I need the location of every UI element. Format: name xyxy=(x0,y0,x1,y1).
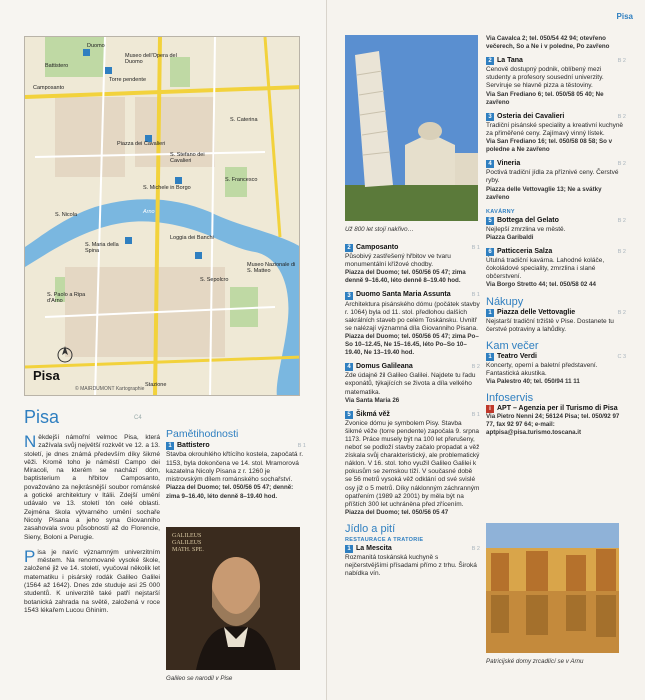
tower-photo-graphic xyxy=(345,35,478,221)
number-badge: 1 xyxy=(486,353,494,361)
entry-info: Piazza del Duomo; tel. 050/56 05 47; zima denně 9–16.40, léto denně 8–19.40 hod. xyxy=(345,269,466,285)
entry-title: Teatro Verdi xyxy=(497,352,537,360)
university-text: isa je navíc významným univerzitním městem. Na renomované vysoké škole, založené již ve 14. století, vyučoval několik let matematiku i pisárský rodák Galileo Galilei (1564 až 1642). Dnes zde studuje asi 25 000 studentů. K univerzitě také patří nejstarší botanická zahrada na světě, založená v roce 1543 lékařem Lucou Ghinim. xyxy=(24,548,160,614)
entry-info: Piazza del Duomo; tel. 050/56 05 47 xyxy=(345,508,449,516)
entry-info: Via Pietro Nenni 24; 56124 Pisa; tel. 050/92 97 77, fax 92 97 64; e-mail: aptpisa@pisa.turismo.toscana.it xyxy=(486,413,620,437)
entry-description: Zde údajně žil Galileo Galilei. Najdete tu řadu exponátů, týkajících se života a díla velkého matematika. xyxy=(345,372,476,396)
entry-title: Camposanto xyxy=(356,244,399,251)
map-label: S. Sepolcro xyxy=(200,277,229,283)
infoservice-heading: Infoservis xyxy=(486,392,534,405)
map-label: S. Caterina xyxy=(230,117,258,123)
entry-description: Cenově dostupný podnik, oblíbený mezi studenty a profesory sousední univerzity. Servíruje se hlavně pizza a těstoviny. xyxy=(486,66,604,90)
map-label: S. Francesco xyxy=(225,177,258,183)
number-badge: 2 xyxy=(345,244,353,252)
galileo-portrait xyxy=(166,527,300,670)
map-label: Piazza dei Cavalieri xyxy=(117,141,166,147)
map-ref: C 3 xyxy=(617,353,626,360)
city-map xyxy=(24,36,300,396)
intro-paragraph xyxy=(24,434,160,542)
map-ref: B 1 xyxy=(297,443,306,449)
map-label: S. Michele in Borgo xyxy=(143,185,191,191)
entry-description: Koncerty, operní a baletní představení. Fantastická akustika. xyxy=(486,361,598,377)
vineria-entry xyxy=(486,160,626,201)
entry-description: Nejlepší zmrzlina ve městě. xyxy=(486,225,566,233)
map-label: Museo Nazionale di S. Matteo xyxy=(247,262,296,274)
domus-entry xyxy=(345,363,480,404)
entry-title: Patticceria Salza xyxy=(497,248,553,256)
sights-column-right xyxy=(345,244,480,584)
cafe-subheading: KAVÁRNY xyxy=(486,208,515,215)
mescita-entry xyxy=(345,545,480,578)
number-badge: 4 xyxy=(486,160,494,168)
info-icon: i xyxy=(486,405,494,413)
number-badge: 1 xyxy=(345,545,353,553)
map-label: Battistero xyxy=(45,63,69,69)
battistero-entry xyxy=(166,442,306,501)
evening-heading: Kam večer xyxy=(486,339,539,352)
food-heading: Jídlo a pití xyxy=(345,522,396,535)
number-badge: 1 xyxy=(486,309,494,317)
entry-description: Nejstarší tradiční tržiště v Pise. Dostanete tu čerstvé potraviny a lahůdky. xyxy=(486,317,614,333)
entry-title: Domus Galileana xyxy=(356,363,413,371)
entry-title: Duomo Santa Maria Assunta xyxy=(356,291,451,299)
page-tag: Pisa xyxy=(616,12,633,21)
map-ref: B 2 xyxy=(471,546,480,552)
entry-info: Piazza Garibaldi xyxy=(486,233,534,241)
duomo-entry xyxy=(345,291,480,357)
map-ref: B 2 xyxy=(617,217,626,224)
entry-title: La Mescita xyxy=(356,545,392,552)
portrait-caption: Galileo se narodil v Pise xyxy=(166,675,233,682)
entry-info: Via San Frediano 16; tel. 050/58 08 58; So v poledne a Ne zavřeno xyxy=(486,138,613,154)
intro-column xyxy=(24,434,160,622)
arno-caption: Patricijské domy zrcadlící se v Arnu xyxy=(486,658,584,665)
entry-title: Piazza delle Vettovaglie xyxy=(497,308,576,316)
shopping-heading: Nákupy xyxy=(486,295,524,308)
entry-info: Via Palestro 40; tel. 050/94 11 11 xyxy=(486,378,580,386)
entry-description: Zvonice dómu je symbolem Pisy. Stavba šikmé věže (torre pendente) započala 9. srpna 1173. Práce musely být na 100 let přerušeny, neboť se podloží stavby začalo propadat a věž získala svůj charakteristický, ale problematický náklon. V 16. stol. toho využil Galileo Galilei k pokusům se zemskou tíží. V současné době se 56 metrů vysoká věž odklání od své svislé osy již o 5 metrů. Díky náklonným záchranným opatřením (1989 až 2001) by měla být na příštích 300 let uchráněna před zřícením. xyxy=(345,419,480,508)
section-heading-pisa: Pisa xyxy=(24,407,60,427)
map-ref: B 2 xyxy=(617,113,626,120)
verdi-entry xyxy=(486,353,626,386)
entry-title: La Tana xyxy=(497,57,523,65)
map-label: S. Nicola xyxy=(55,212,78,218)
number-badge: 3 xyxy=(345,292,353,300)
entry-description: Útulná tradiční kavárna. Lahodné koláče, čokoládové speciality, zmrzlina i slané občerstvení. xyxy=(486,257,605,281)
map-label: Stazione xyxy=(145,382,167,388)
map-ref: B 2 xyxy=(617,161,626,168)
entry-info: Via Cavalca 2; tel. 050/54 42 94; otevřeno večerech, So a Ne i v poledne, Po zavřeno xyxy=(486,35,610,51)
camposanto-entry xyxy=(345,244,480,285)
mescita-info-continued xyxy=(486,35,626,51)
paragraph-university xyxy=(24,546,160,615)
map-ref: B 2 xyxy=(471,364,480,371)
number-badge: 4 xyxy=(345,363,353,371)
map-credit: © MAIRDUMONT Kartographie xyxy=(75,386,145,392)
map-ref: B 1 xyxy=(471,292,480,299)
map-ref: B 2 xyxy=(617,309,626,316)
entry-title: Battistero xyxy=(177,442,210,449)
entry-title: APT – Agenzia per il Turismo di Pisa xyxy=(497,405,618,413)
map-label: S. Paolo a Ripa d'Arno xyxy=(47,292,86,304)
entry-description: Tradiční pisánské speciality a kreativní kuchyně za přiměřené ceny. Zajímavý vinný lístek. xyxy=(486,121,624,137)
tower-entry xyxy=(345,411,480,517)
number-badge: 2 xyxy=(486,57,494,65)
sights-heading: Pamětihodnosti xyxy=(166,428,239,440)
map-ref: B 1 xyxy=(471,245,480,251)
intro-text: ěkdejší námořní velmoc Pisa, která zažívala svůj největší rozkvět ve 12. a 13. století, je dnes známá především díky šikmé věži. Kromě toho je náměstí Campo dei Miracoli, na kterém se nachází dóm, baptisterium a hřbitov Camposanto, považováno za nejkrásnější soubor románské a gotické architektury v Itálii. Zdejší umění udávalo ve 13. století tón celé oblasti. Zejména škola výtvarného umění sochaře Nicoly Pisana a jeho syna Giovanniho zasahovala svou působností až do Florencie, Sieny, Boloni a Perugie. xyxy=(24,434,160,541)
portrait-inscription: GALILEUS GALILEUS MATH. SPE. xyxy=(172,533,204,553)
map-ref: C4 xyxy=(134,415,142,421)
entry-address: Piazza del Duomo; tel. 050/56 05 47; denně: zima 9–16.40, léto denně 8–19.40 hod. xyxy=(166,484,294,500)
salza-entry xyxy=(486,248,626,289)
map-label: Loggia dei Banchi xyxy=(170,235,214,241)
entry-description: Architektura pisánského dómu (počátek stavby r. 1064) byla od 11. stol. předlohou dalších sakrálních staveb po celém Toskánsku. Uvnitř se nalézají významná díla Giovanniho Pisana. xyxy=(345,300,480,332)
map-label: Torre pendente xyxy=(109,77,146,83)
entry-description: Stavba okrouhlého křtícího kostela, započatá r. 1153, byla dokončena ve 14. stol. Mramorová kazatelna Nicoly Pisana z r. 1260 je mistrovským dílem románského sochařství. xyxy=(166,451,304,484)
entry-title: Vineria xyxy=(497,160,521,168)
map-label: S. Maria della Spina xyxy=(85,242,119,254)
gelato-entry xyxy=(486,217,626,242)
entry-description: Působivý zastřešený hřbitov ve tvaru monumentální křížové chodby. xyxy=(345,253,451,269)
tower-photo xyxy=(345,35,478,221)
number-badge: 6 xyxy=(486,248,494,256)
arno-photo-graphic xyxy=(486,523,619,653)
entry-info: Via Borgo Stretto 44; tel. 050/58 02 44 xyxy=(486,281,596,289)
arno-photo xyxy=(486,523,619,653)
number-badge: 5 xyxy=(345,411,353,419)
tana-entry xyxy=(486,57,626,107)
entry-title: Bottega del Gelato xyxy=(497,216,559,224)
number-badge: 1 xyxy=(166,442,174,450)
entry-title: Šikmá věž xyxy=(356,410,390,418)
right-page xyxy=(327,0,645,700)
entry-title: Osteria dei Cavalieri xyxy=(497,112,565,120)
map-label: Duomo xyxy=(87,43,105,49)
map-ref: B 1 xyxy=(471,411,480,418)
map-title: Pisa xyxy=(33,368,60,383)
map-ref: B 2 xyxy=(617,58,626,65)
entry-info: Via Santa Maria 26 xyxy=(345,396,400,404)
entry-info: Piazza delle Vettovaglie 13; Ne a svátky zavřeno xyxy=(486,185,602,201)
vettovaglie-entry xyxy=(486,309,626,334)
map-label: Camposanto xyxy=(33,85,65,91)
dropcap: N xyxy=(24,432,37,451)
apt-entry xyxy=(486,405,626,437)
map-label: Museo dell'Opera del Duomo xyxy=(125,53,177,65)
entry-info: Piazza del Duomo; tel. 050/56 05 47; zima Po–So 10–12.45, Ne 15–16.45, léto Po–So 10–19.40, Ne 13–19.40 hod. xyxy=(345,332,479,357)
sights-column xyxy=(166,428,306,507)
osteria-entry xyxy=(486,113,626,154)
dropcap: P xyxy=(24,546,36,566)
number-badge: 5 xyxy=(486,217,494,225)
entry-description: Rozmanitá toskánská kuchyně s nejčerstvějšími přísadami přímo z trhu. Široká nabídka vín. xyxy=(345,554,477,578)
map-label: S. Stefano dei Cavalieri xyxy=(170,152,205,164)
map-ref: B 2 xyxy=(617,249,626,256)
entry-description: Poctivá tradiční jídla za příznivé ceny. Čerstvé ryby. xyxy=(486,169,619,185)
number-badge: 3 xyxy=(486,113,494,121)
listings-column xyxy=(486,35,626,444)
food-subheading: RESTAURACE A TRATORIE xyxy=(345,536,424,543)
entry-info: Via San Frediano 6; tel. 050/58 05 40; Ne zavřeno xyxy=(486,90,604,106)
map-label-river: Arno xyxy=(143,209,155,215)
tower-caption: Už 800 let stojí nakřivo… xyxy=(345,226,414,233)
